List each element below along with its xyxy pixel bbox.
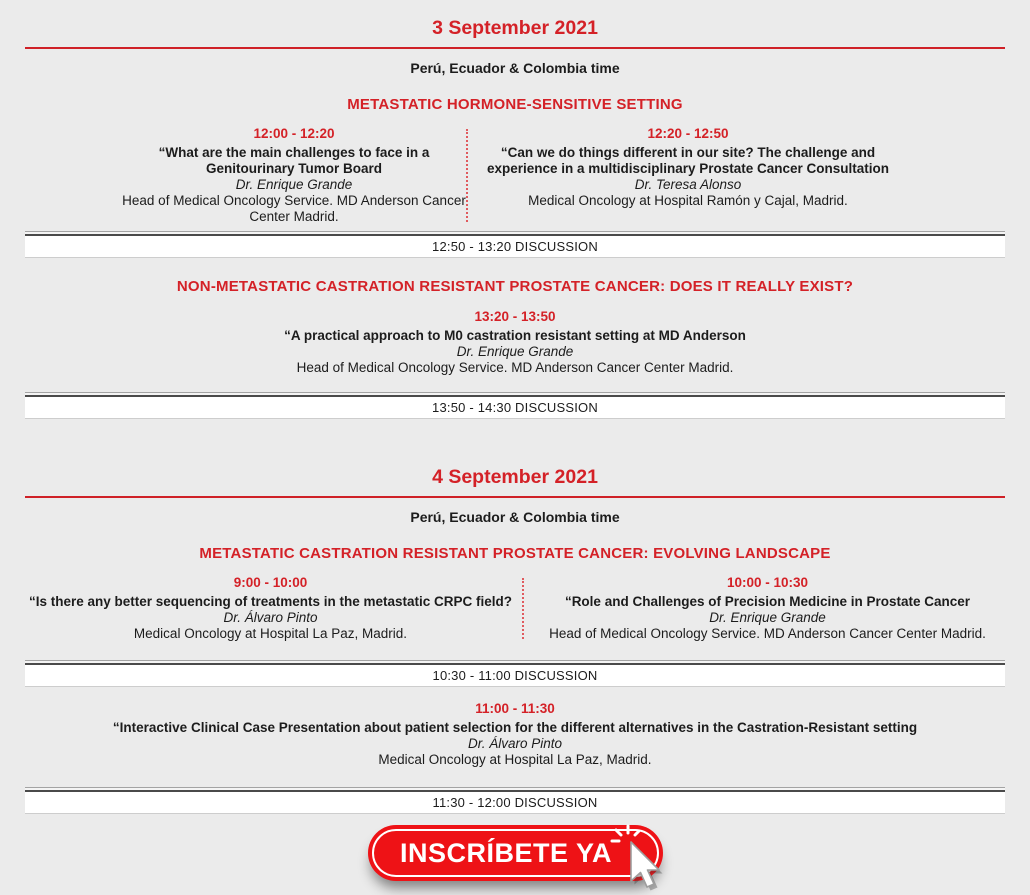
discussion-label: 12:50 - 13:20 DISCUSSION [25,236,1005,258]
session-speaker: Dr. Enrique Grande [235,177,353,192]
session-time: 12:00 - 12:20 [253,126,335,141]
session-item [524,575,1011,642]
register-button[interactable] [368,825,663,881]
session-title: “Is there any better sequencing of treatments in the metastatic CRPC field? [28,594,513,609]
session-title: “A practical approach to M0 castration resistant setting at MD Anderson [284,328,746,343]
discussion-bar [25,231,1005,258]
session-time: 13:20 - 13:50 [474,309,556,324]
session-affiliation: Head of Medical Oncology Service. MD Anderson Cancer Center Madrid. [549,626,986,641]
discussion-label: 13:50 - 14:30 DISCUSSION [25,397,1005,419]
session-affiliation: Medical Oncology at Hospital La Paz, Madrid. [133,626,408,641]
discussion-label: 11:30 - 12:00 DISCUSSION [25,792,1005,814]
session-time: 12:20 - 12:50 [647,126,729,141]
session-affiliation: Medical Oncology at Hospital La Paz, Madrid. [378,752,652,767]
session-item [0,701,1030,768]
red-divider-line [25,496,1005,498]
session-title: “Role and Challenges of Precision Medicine in Prostate Cancer [564,594,971,609]
discussion-label: 10:30 - 11:00 DISCUSSION [25,665,1005,687]
session-speaker: Dr. Álvaro Pinto [467,736,563,751]
session-affiliation: Head of Medical Oncology Service. MD Anderson Cancer Center Madrid. [296,360,734,375]
register-button-label: INSCRÍBETE YA [399,837,613,868]
day-block-4-september [0,466,1030,814]
session-time: 11:00 - 11:30 [475,701,555,716]
session-item [468,126,908,225]
red-divider-line [25,47,1005,49]
section-heading: NON-METASTATIC CASTRATION RESISTANT PROSTATE CANCER: DOES IT REALLY EXIST? [176,278,854,295]
day-title: 3 September 2021 [432,17,598,39]
timezone-note: Perú, Ecuador & Colombia time [410,509,620,525]
timezone-note: Perú, Ecuador & Colombia time [410,60,620,76]
session-speaker: Dr. Álvaro Pinto [223,610,318,625]
cta-row [0,825,1030,881]
session-item [122,126,466,225]
session-affiliation: Head of Medical Oncology Service. MD Anderson Cancer Center Madrid. [122,193,466,224]
session-title: “Can we do things different in our site? The challenge and experience in a multidisciplinary Prostate Cancer Consultation [486,145,890,176]
session-item [19,575,522,642]
day-title: 4 September 2021 [432,466,598,488]
session-speaker: Dr. Enrique Grande [709,610,826,625]
section-heading: METASTATIC CASTRATION RESISTANT PROSTATE CANCER: EVOLVING LANDSCAPE [199,545,831,562]
session-title: “What are the main challenges to face in a Genitourinary Tumor Board [158,145,430,176]
session-columns [0,126,1030,225]
session-columns [0,575,1030,642]
discussion-bar [25,787,1005,814]
session-title: “Interactive Clinical Case Presentation about patient selection for the different alternatives in the Castration-Resistant setting [112,720,918,735]
discussion-bar [25,392,1005,419]
discussion-bar [25,660,1005,687]
session-item [0,309,1030,376]
session-speaker: Dr. Enrique Grande [456,344,574,359]
section-heading: METASTATIC HORMONE-SENSITIVE SETTING [347,96,683,113]
day-block-3-september [0,0,1030,419]
session-speaker: Dr. Teresa Alonso [634,177,742,192]
session-affiliation: Medical Oncology at Hospital Ramón y Cajal, Madrid. [528,193,848,208]
session-time: 9:00 - 10:00 [233,575,308,590]
session-time: 10:00 - 10:30 [726,575,809,590]
